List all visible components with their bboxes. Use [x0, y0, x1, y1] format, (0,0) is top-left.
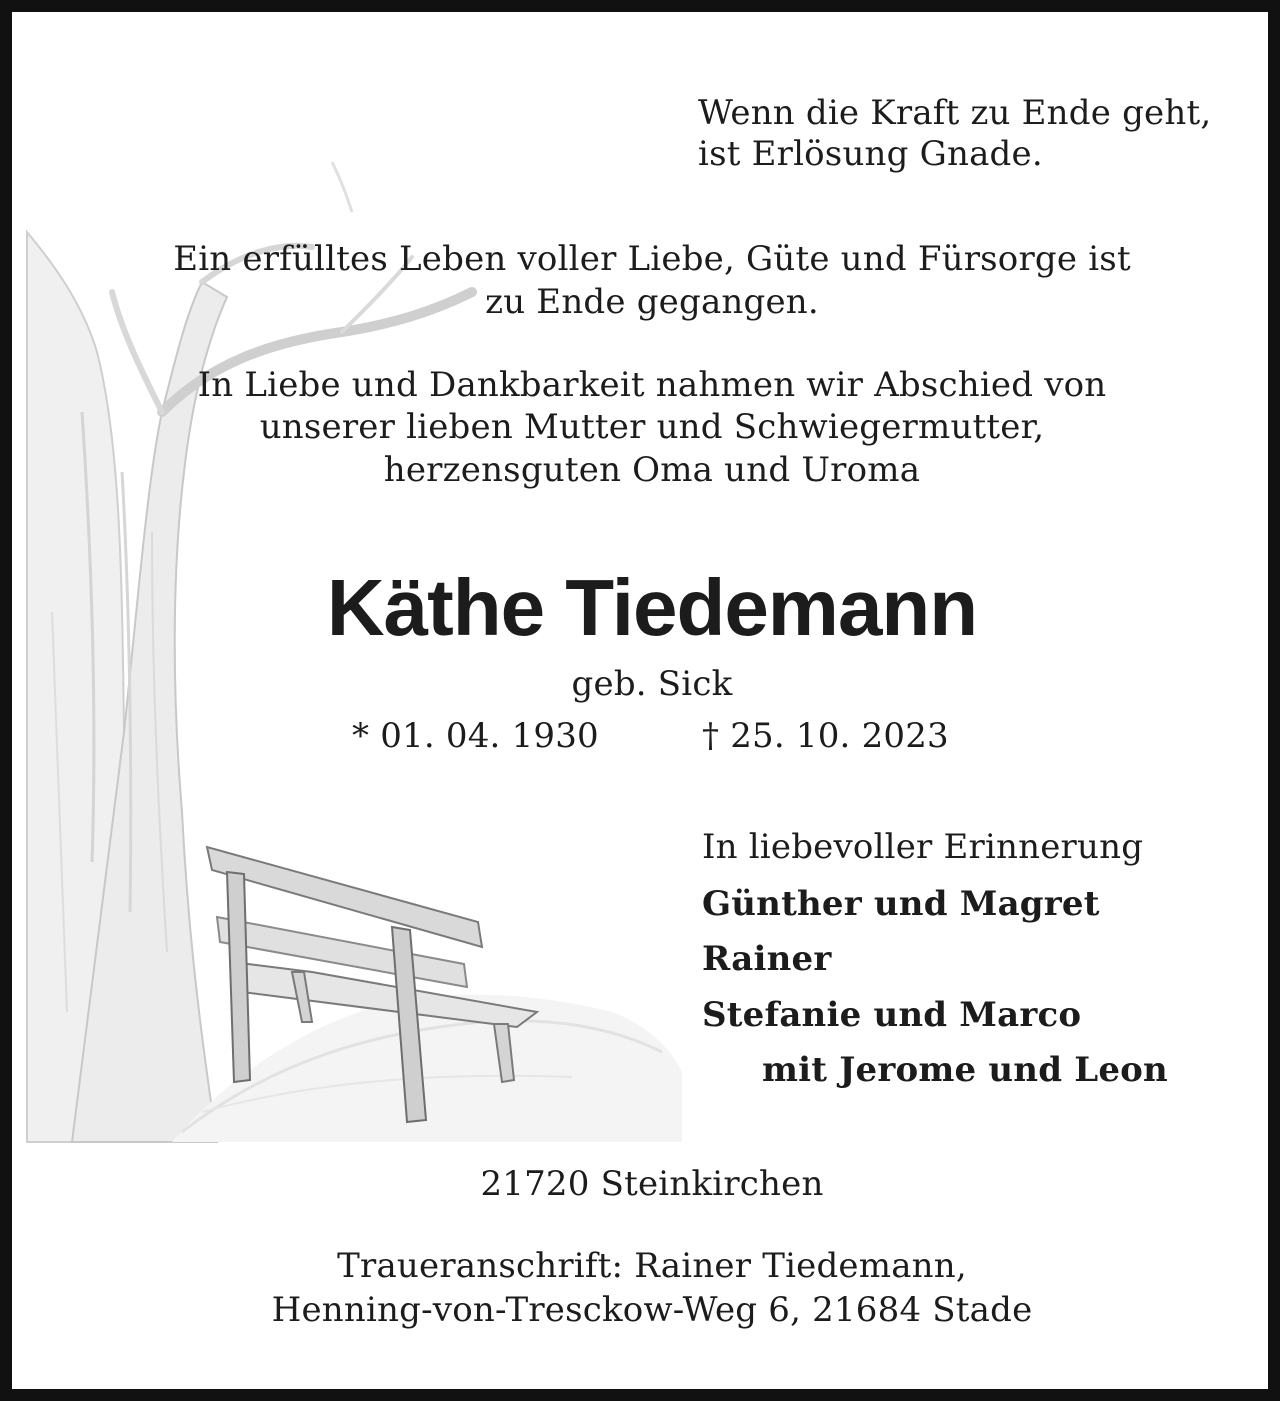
- birth-date: * 01. 04. 1930: [352, 716, 599, 756]
- birth-name: geb. Sick: [571, 664, 733, 704]
- deceased-name: Käthe Tiedemann: [326, 563, 978, 652]
- death-date: † 25. 10. 2023: [702, 716, 949, 756]
- mourner-name: Stefanie und Marco: [702, 995, 1082, 1035]
- location: 21720 Steinkirchen: [480, 1164, 824, 1204]
- mourners-heading: In liebevoller Erinnerung: [702, 827, 1144, 867]
- intro-line-1: Ein erfülltes Leben voller Liebe, Güte und Fürsorge ist: [173, 239, 1131, 279]
- mourner-name: Günther und Magret: [702, 884, 1100, 924]
- farewell-line-1: In Liebe und Dankbarkeit nahmen wir Abschied von: [197, 365, 1107, 405]
- address-line-1: Traueranschrift: Rainer Tiedemann,: [337, 1246, 967, 1286]
- mourner-name: Rainer: [702, 939, 832, 979]
- farewell-line-2: unserer lieben Mutter und Schwiegermutter,: [259, 407, 1045, 447]
- intro-line-2: zu Ende gegangen.: [485, 282, 819, 322]
- motto-line-2: ist Erlösung Gnade.: [698, 134, 1043, 174]
- motto-line-1: Wenn die Kraft zu Ende geht,: [698, 93, 1212, 133]
- address-line-2: Henning-von-Tresckow-Weg 6, 21684 Stade: [271, 1290, 1033, 1330]
- farewell-line-3: herzensguten Oma und Uroma: [383, 450, 921, 490]
- mourner-name: mit Jerome und Leon: [762, 1050, 1168, 1090]
